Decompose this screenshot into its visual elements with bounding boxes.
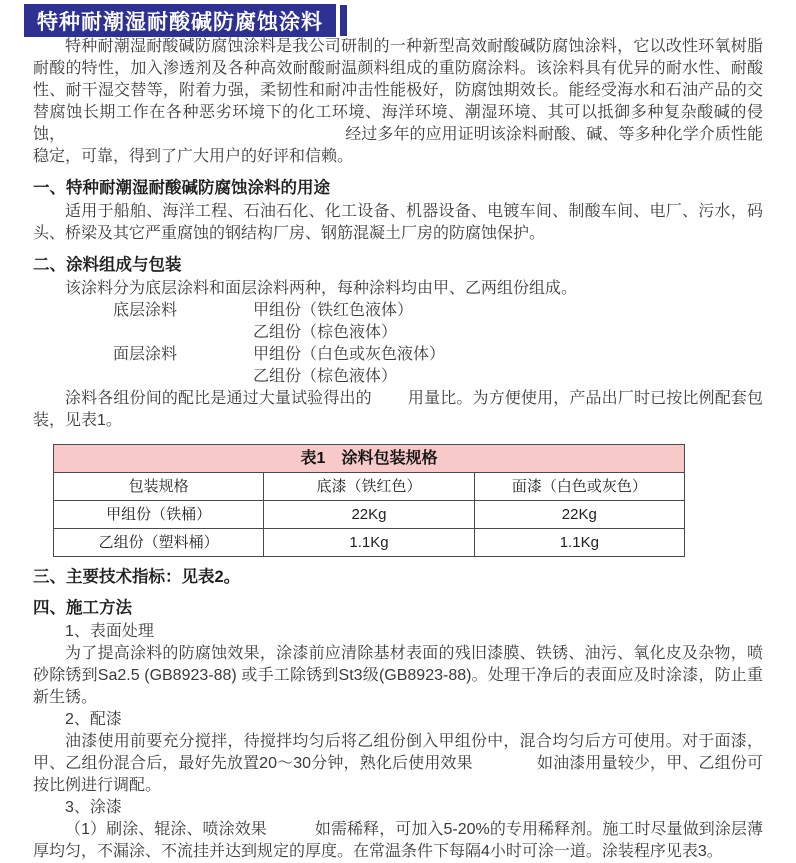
section2-heading: 二、涂料组成与包装: [33, 256, 182, 274]
table-header-cell: 面漆（白色或灰色）: [474, 473, 684, 501]
sub2-text-1: 油漆使用前要充分搅拌，待搅拌均匀后将乙组份倒入甲组份中，混合均匀后方可使用。对于面漆，甲、乙组份混合后，最好先放置20～30分钟，熟化后使用效果: [33, 733, 763, 772]
sub2-title: 2、配漆: [65, 711, 122, 728]
section2-paragraph: 该涂料分为底层涂料和面层涂料两种，每种涂料均由甲、乙两组份组成。: [65, 280, 578, 297]
sub3-text-1: （1）刷涂、辊涂、喷涂效果: [65, 821, 267, 838]
document-body: [0, 36, 796, 863]
redacted-gap: [267, 833, 315, 834]
component-row: [113, 322, 763, 344]
sub2-paragraph: [33, 731, 763, 797]
component-label: [113, 366, 253, 388]
section1-paragraph: 适用于船舶、海洋工程、石油石化、化工设备、机器设备、电镀车间、制酸车间、电厂、污水，码头、桥梁及其它严重腐蚀的钢结构厂房、钢筋混凝土厂房的防腐蚀保护。: [33, 203, 763, 242]
sub1-title: 1、表面处理: [65, 623, 154, 640]
component-list: [113, 300, 763, 388]
redacted-gap: [473, 767, 537, 768]
table-header-row: [54, 473, 685, 501]
packaging-table: [53, 444, 685, 557]
sub2-text-2: 如油漆用量较少，甲、乙组份可按比例进行调配。: [33, 755, 763, 794]
section1-heading: 一、特种耐潮湿耐酸碱防腐蚀涂料的用途: [33, 179, 330, 197]
intro-text-1: 特种耐潮湿耐酸碱防腐蚀涂料是我公司研制的一种新型高效耐酸碱防腐蚀涂料，它以改性环氧树脂耐酸的特性，加入渗透剂及各种高效耐酸耐温颜料组成的重防腐涂料。该涂料具有优异的耐水性、耐酸性、耐干湿交替等，附着力强，柔韧性和耐冲击性能极好，防腐蚀期效长。能经受海水和石油产品的交替腐蚀长期工作在各种恶劣环境下的化工环境、海洋环境、潮湿环境、其可以抵御多种复杂酸碱的侵蚀，: [33, 38, 763, 143]
table-cell: 乙组份（塑料桶）: [54, 529, 264, 557]
component-value: 甲组份（白色或灰色液体）: [253, 346, 446, 363]
table-header-cell: 包装规格: [54, 473, 264, 501]
table-cell: 22Kg: [264, 501, 474, 529]
ratio-text-2: 用量比。为方便使用，产品出厂时已按比例配套包装，见表1。: [33, 390, 763, 429]
table-caption-row: [54, 445, 685, 473]
intro-paragraph: [33, 36, 763, 168]
table-row: [54, 501, 685, 529]
intro-text-2: 经过多年的应用证明该涂料耐酸、碱、等多种化学介质性能稳定，可靠，得到了广大用户的好评和信赖。: [33, 126, 763, 165]
component-label: [113, 322, 253, 344]
table-row: [54, 529, 685, 557]
ratio-text-1: 涂料各组份间的配比是通过大量试验得出的: [65, 390, 372, 407]
component-value: 乙组份（棕色液体）: [253, 324, 398, 341]
section3-heading: 三、主要技术指标：见表2。: [33, 568, 241, 586]
table-cell: 1.1Kg: [474, 529, 684, 557]
table-cell: 1.1Kg: [264, 529, 474, 557]
redacted-gap: [65, 138, 345, 139]
table-cell: 22Kg: [474, 501, 684, 529]
redacted-gap: [372, 402, 408, 403]
table-header-cell: 底漆（铁红色）: [264, 473, 474, 501]
table-caption: 表1 涂料包装规格: [54, 445, 685, 473]
sub3-paragraph: [33, 819, 763, 863]
sub3-text-2: 如需稀释，可加入5-20%的专用稀释剂。施工时尽量做到涂层薄厚均匀，不漏涂、不流挂并达到规定的厚度。在常温条件下每隔4小时可涂一道。涂装程序见表3。: [33, 821, 763, 860]
component-label: 底层涂料: [113, 302, 178, 319]
component-row: [113, 366, 763, 388]
sub1-paragraph: 为了提高涂料的防腐蚀效果，涂漆前应清除基材表面的残旧漆膜、铁锈、油污、氧化皮及杂物，喷砂除锈到Sa2.5 (GB8923-88) 或手工除锈到St3级(GB8923-88)。处理干净后的表面应及时涂漆，防止重新生锈。: [33, 645, 763, 706]
ratio-paragraph: [33, 388, 763, 432]
page-banner: [25, 5, 796, 36]
component-value: 甲组份（铁红色液体）: [253, 302, 414, 319]
component-label: 面层涂料: [113, 346, 178, 363]
table-cell: 甲组份（铁桶）: [54, 501, 264, 529]
section4-heading: 四、施工方法: [33, 599, 132, 617]
component-row: [113, 344, 763, 366]
component-row: [113, 300, 763, 322]
sub3-title: 3、涂漆: [65, 799, 122, 816]
page-title: 特种耐潮湿耐酸碱防腐蚀涂料: [25, 5, 335, 36]
component-value: 乙组份（棕色液体）: [253, 368, 398, 385]
banner-accent-bar: [340, 5, 347, 36]
